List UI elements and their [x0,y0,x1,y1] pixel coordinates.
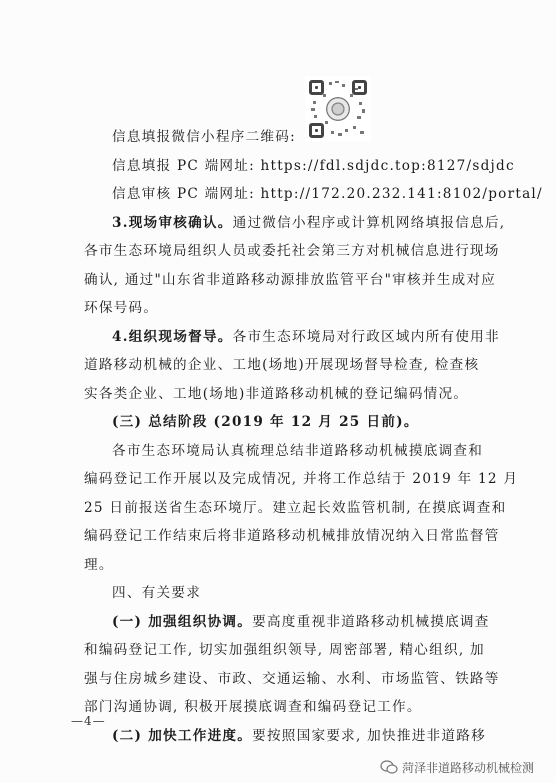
text-line [84,268,496,288]
text-line [112,581,201,601]
text-segment: 实各类企业、工地(场地)非道路移动机械的登记编码情况。 [84,386,469,402]
text-segment: 25 日前报送省生态环境厅。建立起长效监管机制, 在摸底调查和 [84,500,507,516]
text-line [84,638,485,658]
text-line [112,182,543,202]
text-line [112,125,296,145]
text-line [84,353,479,373]
text-line [84,296,158,316]
text-line [84,239,500,259]
text-line [84,382,468,402]
text-segment: 和编码登记工作, 切实加强组织领导, 周密部署, 精心组织, 加 [84,642,485,658]
text-segment: 信息填报微信小程序二维码: [112,129,296,145]
qr-code [305,76,371,142]
page-number: —4— [71,714,106,728]
text-segment: 通过微信小程序或计算机网络填报信息后, [232,215,506,231]
bold-heading: (二) 加快工作进度。 [112,728,253,744]
qr-pattern [305,76,371,142]
text-segment: 确认, 通过"山东省非道路移动源排放监管平台"审核并生成对应 [84,272,497,288]
text-line [112,154,515,174]
watermark-text: 菏泽非道路移动机械检测 [402,760,535,775]
text-line [112,211,505,231]
text-line [112,724,486,744]
text-line [112,410,419,430]
text-segment: 部门沟通协调, 积极开展摸底调查和编码登记工作。 [84,699,422,715]
text-line [84,667,500,687]
text-segment: 信息填报 PC 端网址: https://fdl.sdjdc.top:8127/sdjdc [112,158,515,174]
text-line [112,325,500,345]
bold-heading: 4.组织现场督导。 [112,329,233,345]
wechat-icon [380,760,398,774]
text-line [84,695,422,715]
text-line [112,439,483,459]
watermark [380,756,534,778]
text-line [84,524,500,544]
text-segment: 信息审核 PC 端网址: http://172.20.232.141:8102/portal/ [112,186,543,202]
text-segment: 要按照国家要求, 加快推进非道路移 [252,728,486,744]
text-segment: 各市生态环境局组织人员或委托社会第三方对机械信息进行现场 [84,243,500,259]
text-segment: 编码登记工作开展以及完成情况, 并将工作总结于 2019 年 12 月 [84,471,519,487]
text-line [84,467,518,487]
text-segment: 强与住房城乡建设、市政、交通运输、水利、市场监管、铁路等 [84,671,500,687]
text-segment: 各市生态环境局对行政区域内所有使用非 [232,329,500,345]
bold-heading: 3.现场审核确认。 [112,215,233,231]
text-segment: 各市生态环境局认真梳理总结非道路移动机械摸底调查和 [112,443,484,459]
text-segment: 环保号码。 [84,300,159,316]
text-segment: 道路移动机械的企业、工地(场地)开展现场督导检查, 检查核 [84,357,480,373]
text-line [84,496,506,516]
bold-heading: (一) 加强组织协调。 [112,614,253,630]
bold-heading: (三) 总结阶段 (2019 年 12 月 25 日前)。 [112,414,419,430]
text-segment: 编码登记工作结束后将非道路移动机械排放情况纳入日常监督管 [84,528,500,544]
text-line [112,610,490,630]
text-segment: 要高度重视非道路移动机械摸底调查 [252,614,490,630]
text-segment: 理。 [84,557,114,573]
text-line [84,553,114,573]
text-segment: 四、有关要求 [112,585,202,601]
